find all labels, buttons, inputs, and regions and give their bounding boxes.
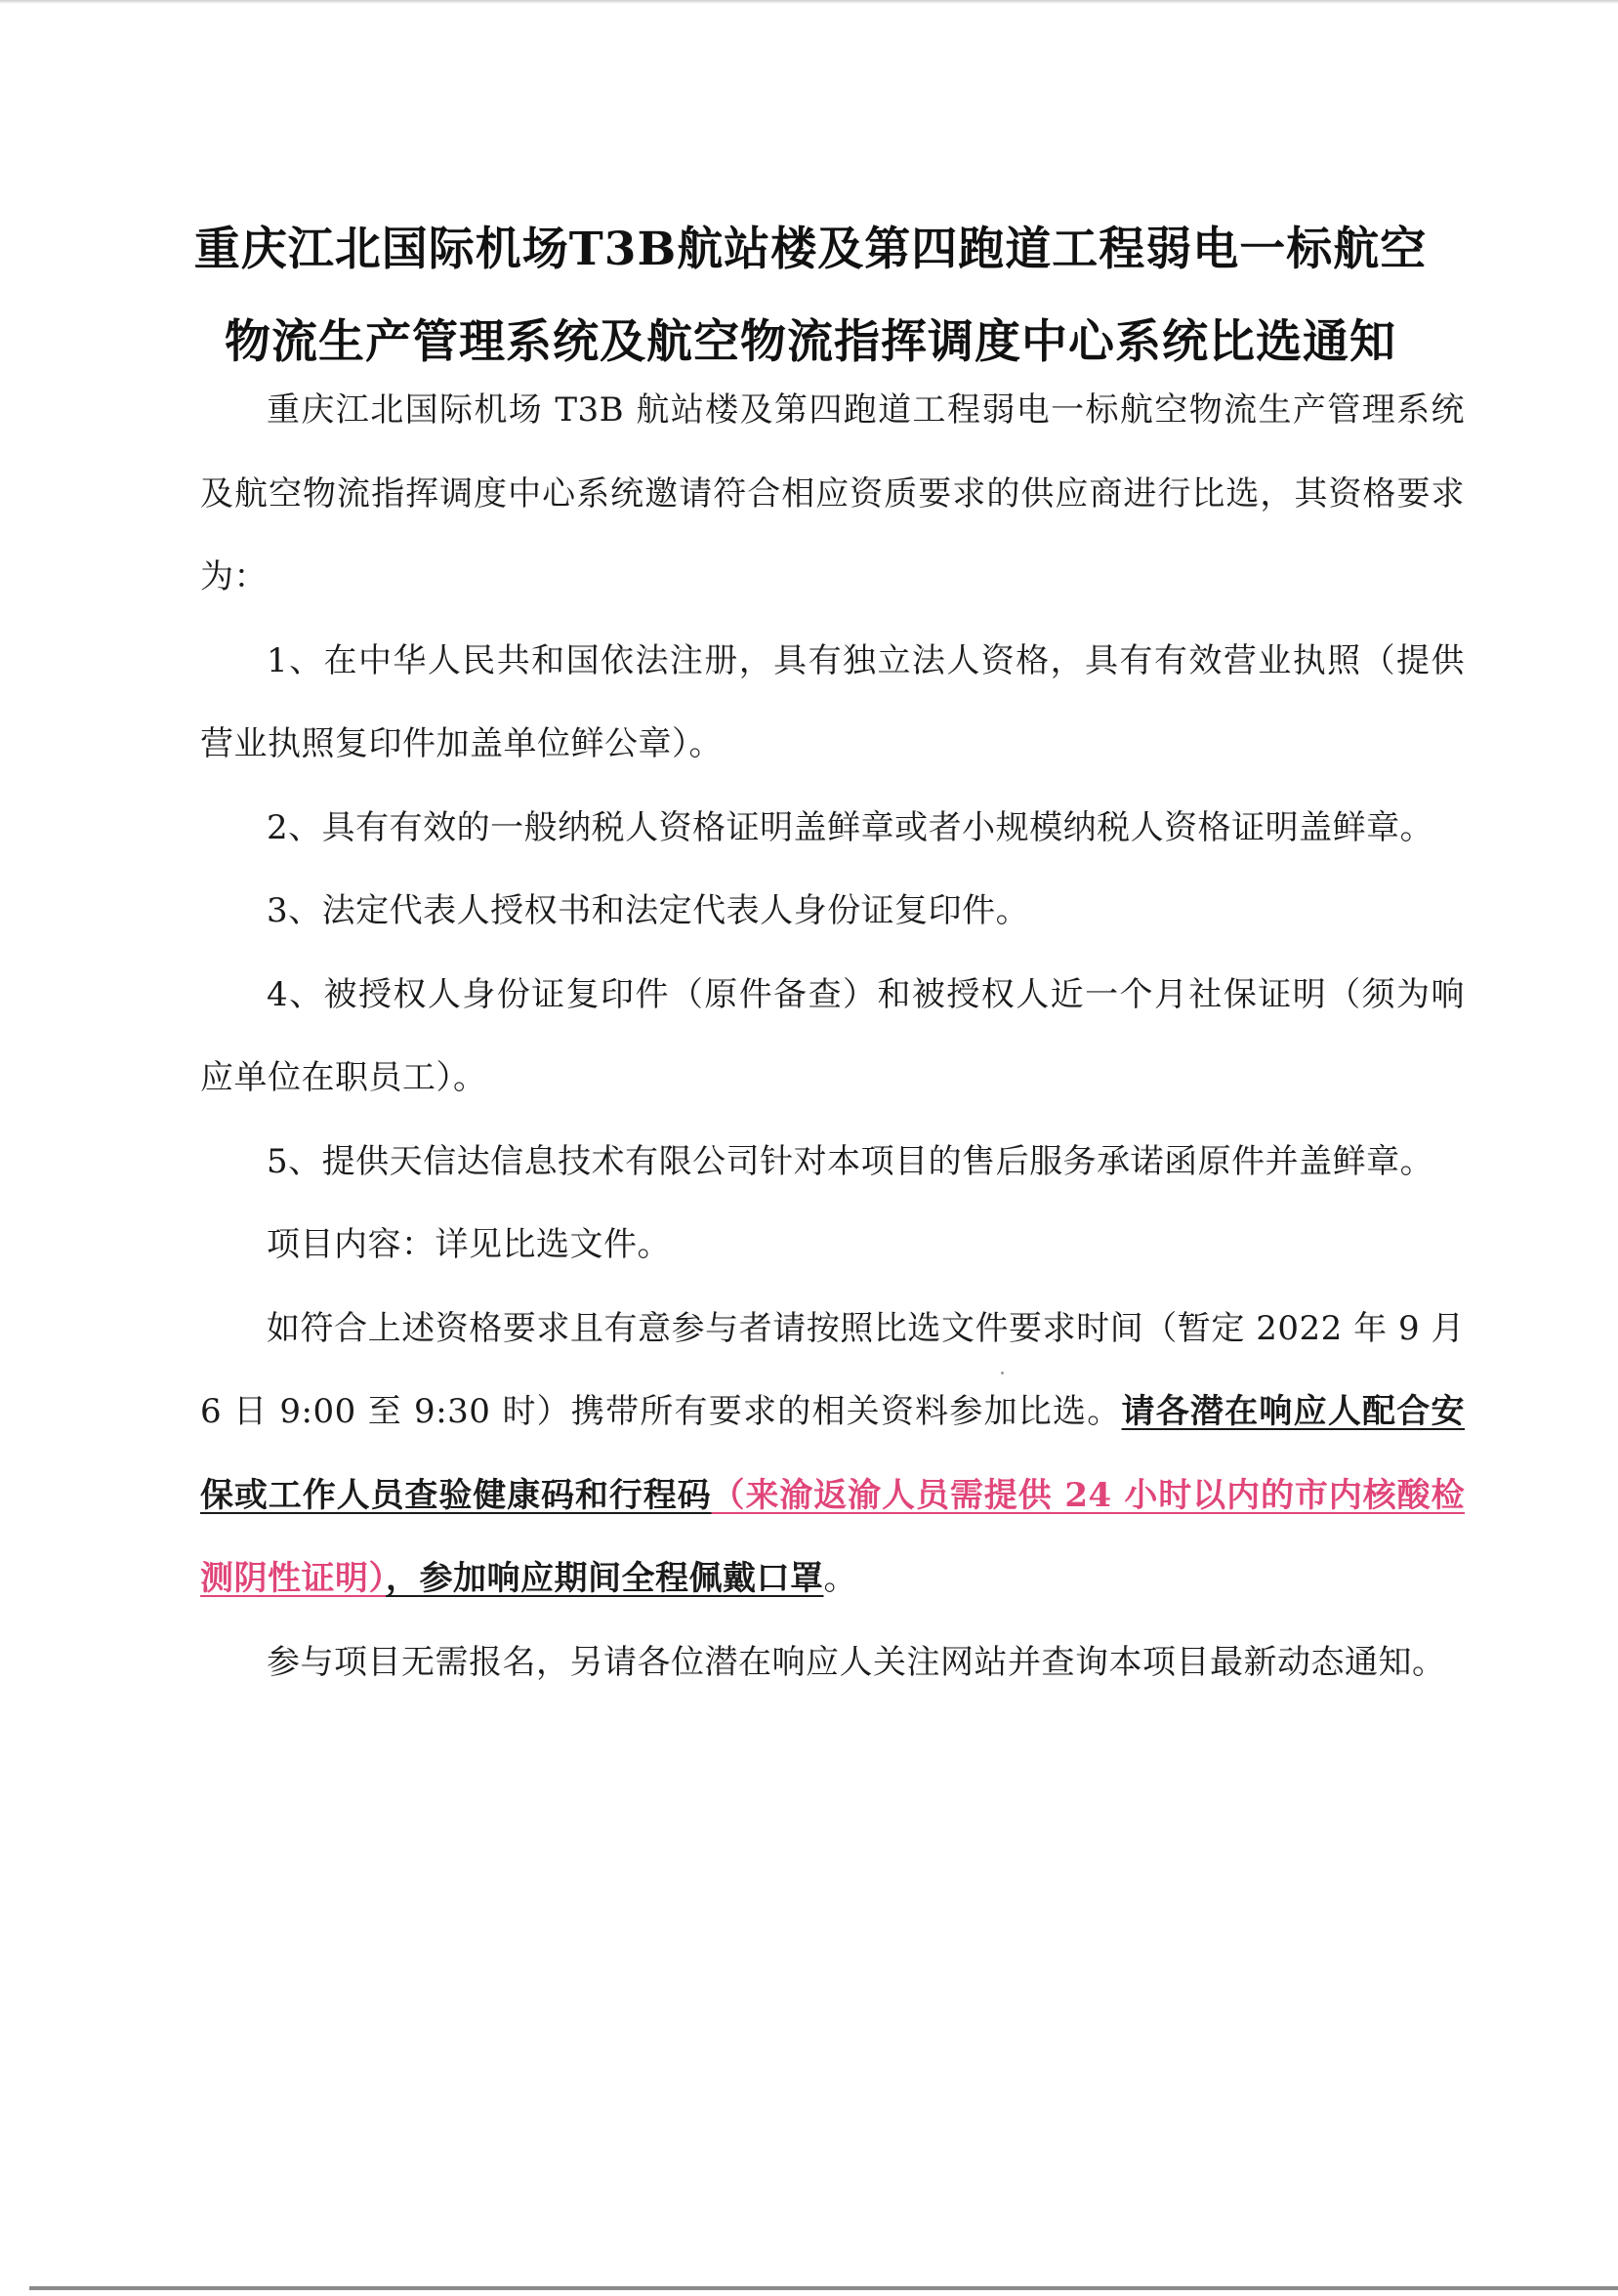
requirement-5: 5、提供天信达信息技术有限公司针对本项目的售后服务承诺函原件并盖鲜章。 xyxy=(267,1141,1434,1181)
requirement-3: 3、法定代表人授权书和法定代表人身份证复印件。 xyxy=(267,891,1030,930)
notice-emphasis-end: ，参加响应期间全程佩戴口罩 xyxy=(386,1559,824,1598)
document-title xyxy=(156,203,1465,389)
notice-tail: 。 xyxy=(823,1559,857,1598)
closing-paragraph: 参与项目无需报名，另请各位潜在响应人关注网站并查询本项目最新动态通知。 xyxy=(267,1642,1446,1682)
project-content-paragraph: 项目内容：详见比选文件。 xyxy=(267,1225,671,1264)
notice-emphasis-start: 请各潜在响应人配合安保或工作人员查验健康码和行程码 xyxy=(200,1392,1466,1515)
notice-plain-text: 如符合上述资格要求且有意参与者请按照比选文件要求时间（暂定 2022 年 9 月 6 日 9:00 至 9:30 时）携带所有要求的相关资料参加比选。 xyxy=(200,1308,1465,1431)
requirement-2: 2、具有有效的一般纳税人资格证明盖鲜章或者小规模纳税人资格证明盖鲜章。 xyxy=(267,807,1434,847)
scan-edge-top xyxy=(0,0,1618,4)
scan-speck xyxy=(1001,1372,1004,1374)
requirement-4: 4、被授权人身份证复印件（原件备查）和被授权人近一个月社保证明（须为响应单位在职员工）。 xyxy=(200,974,1465,1097)
document-body xyxy=(200,369,1465,1704)
title-line-1: 重庆江北国际机场T3B航站楼及第四跑道工程弱电一标航空 xyxy=(193,223,1428,276)
requirement-1: 1、在中华人民共和国依法注册，具有独立法人资格，具有有效营业执照（提供营业执照复印件加盖单位鲜公章）。 xyxy=(200,640,1465,763)
title-line-2: 物流生产管理系统及航空物流指挥调度中心系统比选通知 xyxy=(225,315,1396,369)
notice-paragraph xyxy=(200,1288,1465,1621)
notice-emphasis-pink: （来渝返渝人员需提供 24 小时以内的市内核酸检测阴性证明） xyxy=(200,1475,1465,1598)
scan-edge-bottom xyxy=(29,2286,1618,2290)
intro-paragraph: 重庆江北国际机场 T3B 航站楼及第四跑道工程弱电一标航空物流生产管理系统及航空物流指挥调度中心系统邀请符合相应资质要求的供应商进行比选，其资格要求为： xyxy=(200,390,1465,596)
